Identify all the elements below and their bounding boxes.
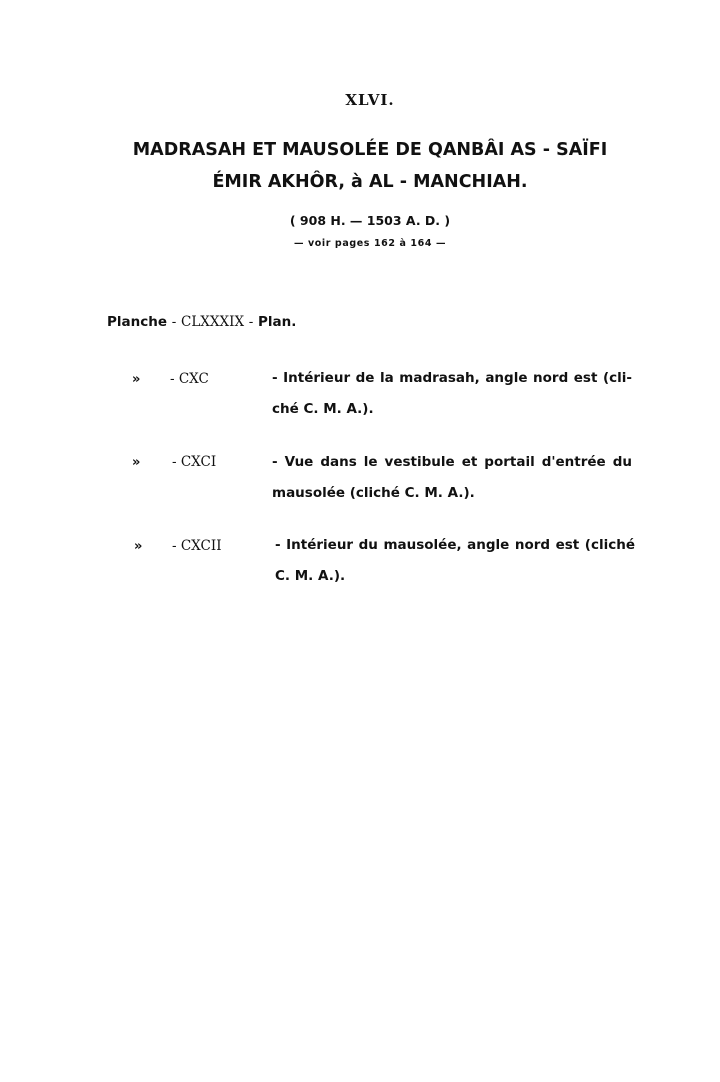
plate-description: - Intérieur de la madrasah, angle nord est (cli- ché C. M. A.).	[272, 370, 632, 417]
planche-separator-2: -	[248, 314, 254, 330]
plate-code: - CXCII	[172, 538, 222, 554]
plate-code: - CXC	[170, 371, 209, 387]
planche-description: Plan.	[258, 314, 297, 330]
date-range: ( 908 H. — 1503 A. D. )	[289, 213, 451, 228]
planche-separator: -	[171, 314, 177, 330]
ditto-mark: »	[134, 539, 143, 554]
plate-code: - CXCI	[172, 454, 217, 470]
ditto-mark: »	[132, 372, 141, 387]
title-line-2: ÉMIR AKHÔR, à AL - MANCHIAH.	[212, 172, 528, 192]
ditto-mark: »	[132, 455, 141, 470]
planche-label: Planche	[107, 314, 168, 330]
plate-description: - Intérieur du mausolée, angle nord est (cliché C. M. A.).	[275, 537, 635, 584]
plate-description: - Vue dans le vestibule et portail d'entrée du mausolée (cliché C. M. A.).	[272, 454, 632, 501]
planche-entry	[107, 314, 296, 330]
plate-number: XLVI.	[345, 91, 395, 109]
planche-code: CLXXXIX	[180, 314, 245, 330]
page-reference: — voir pages 162 à 164 —	[293, 238, 447, 249]
title-line-1: MADRASAH ET MAUSOLÉE DE QANBÂI AS - SAÏFI	[132, 140, 608, 160]
